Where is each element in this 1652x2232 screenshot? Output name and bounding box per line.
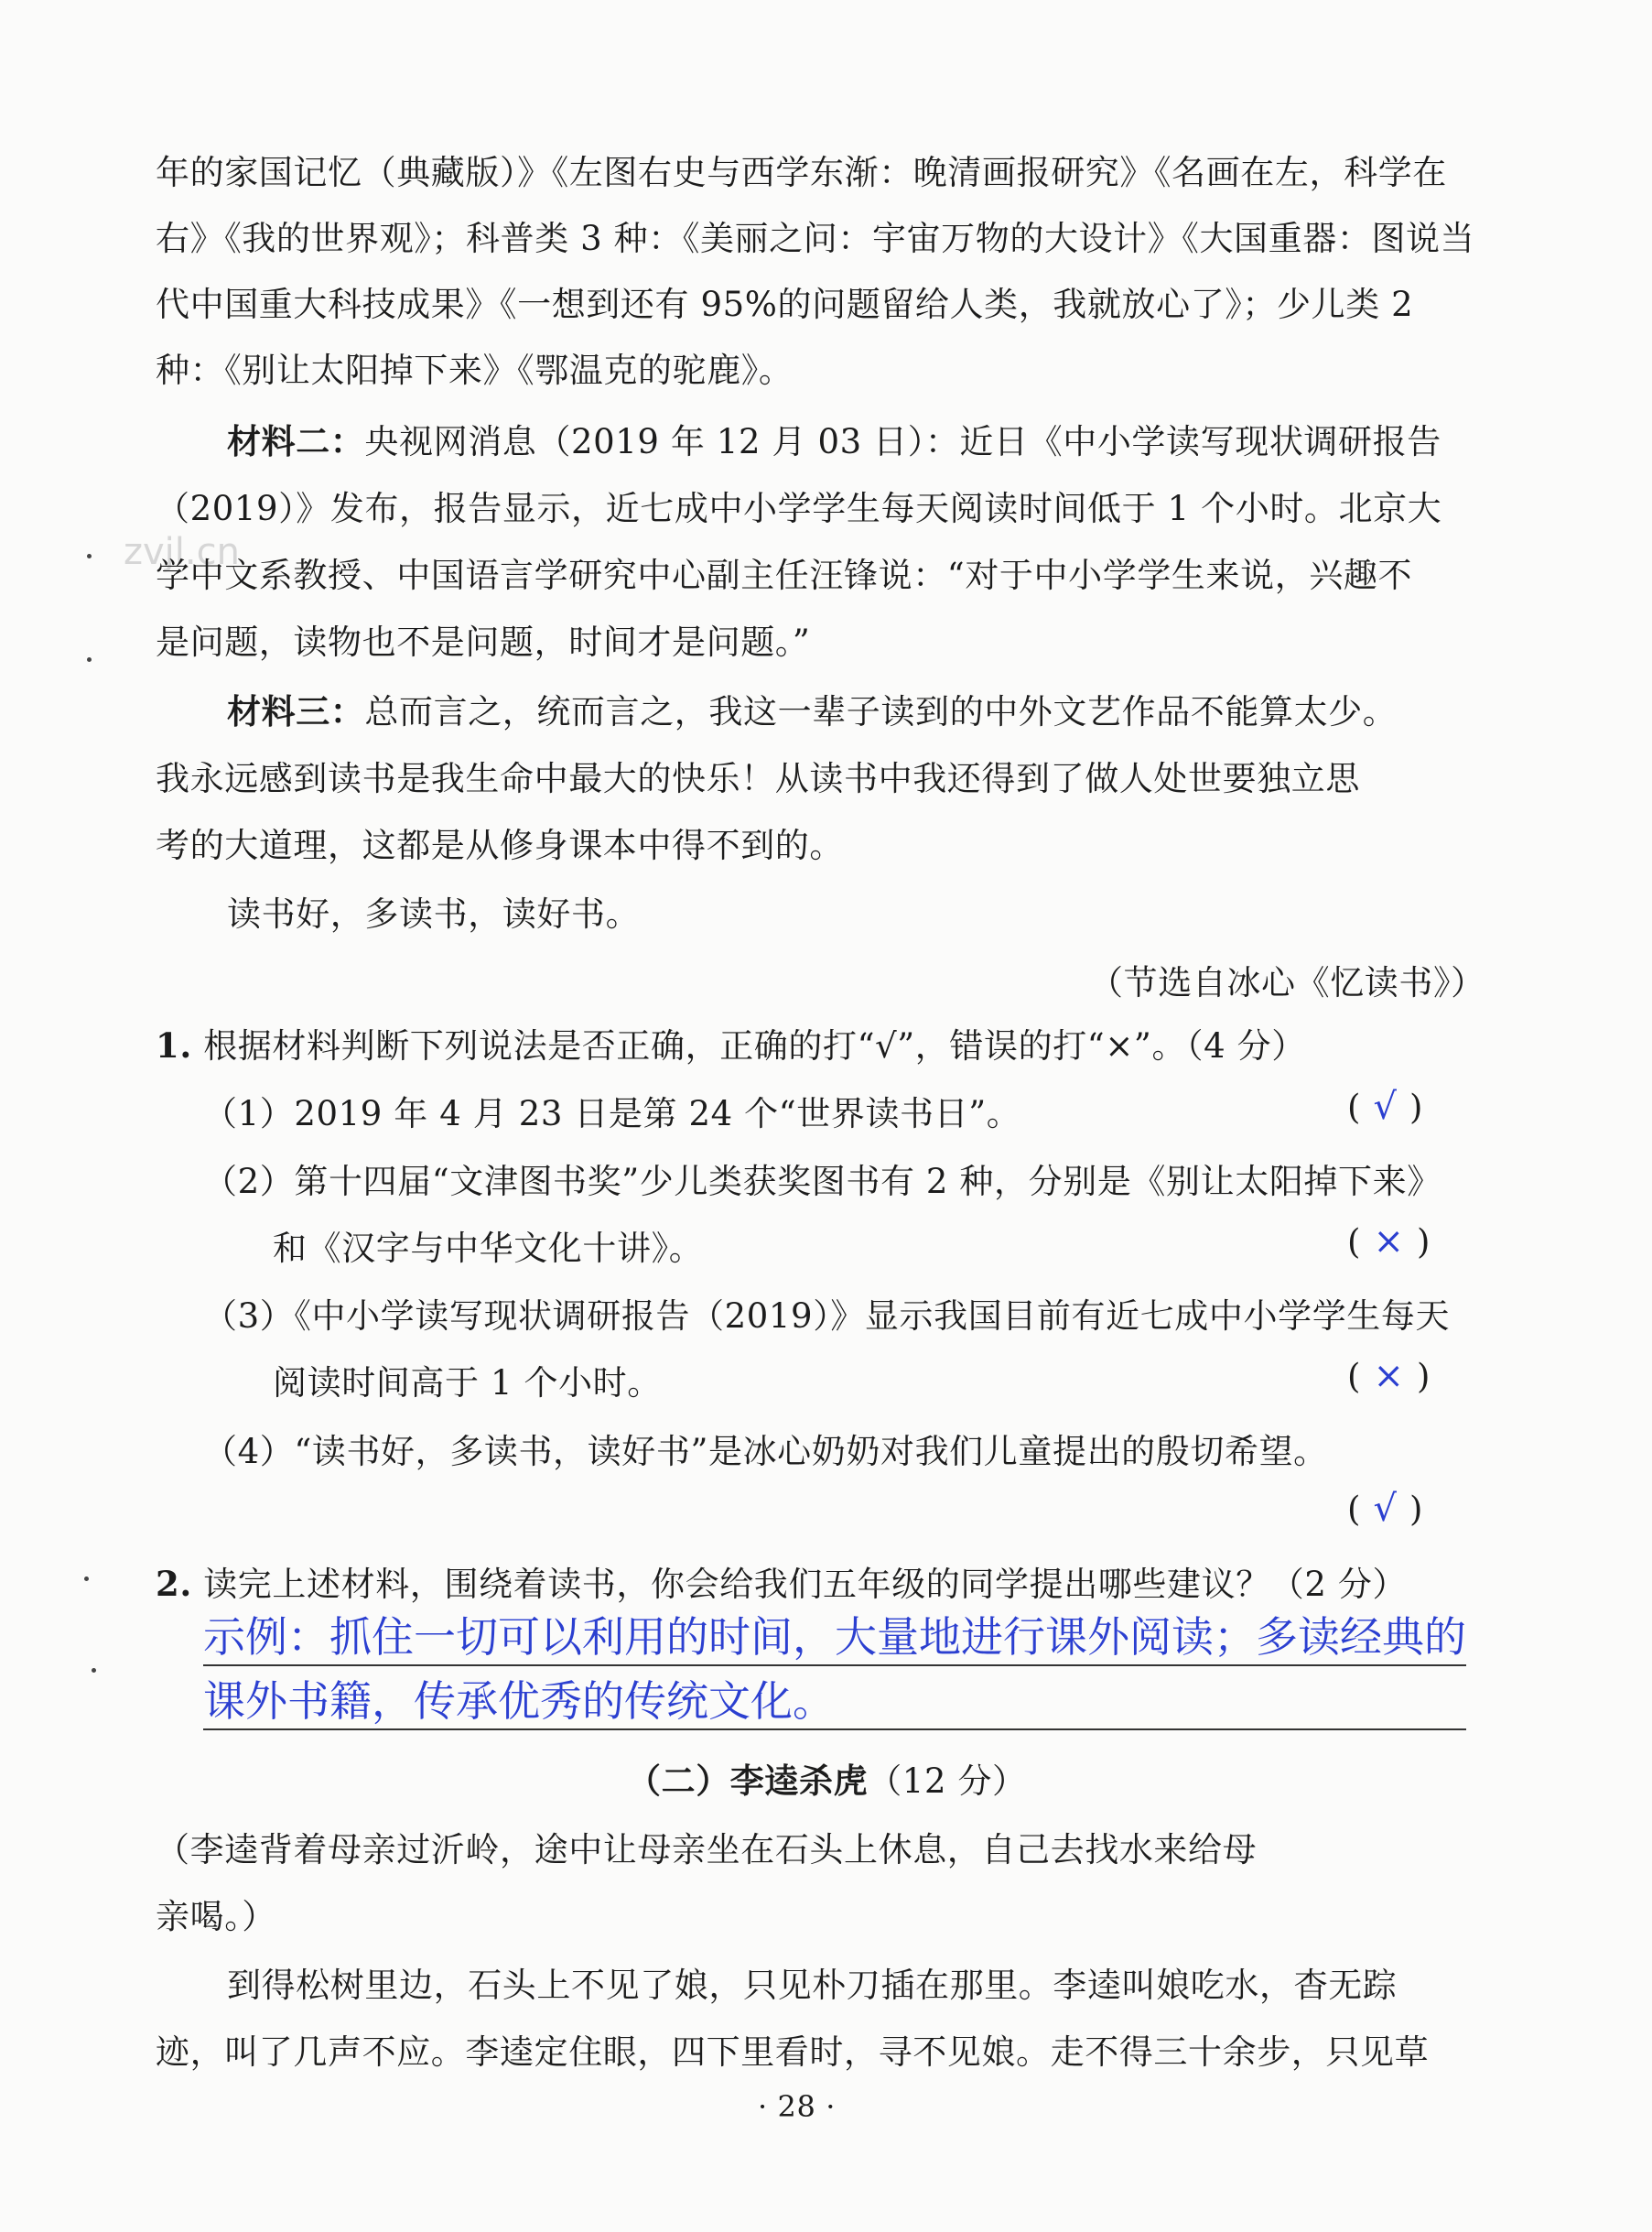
q1-item-4: （4）“读书好，多读书，读好书”是冰心奶奶对我们儿童提出的殷切希望。 — [203, 1432, 1328, 1471]
q1-item-3-answer-box: ( × ) — [1347, 1355, 1431, 1397]
watermark: zvjl.cn — [124, 531, 240, 573]
q2-number: 2. — [156, 1564, 192, 1604]
answer-rule — [203, 1728, 1466, 1730]
q1-item-1-answer-box: ( √ ) — [1347, 1086, 1423, 1128]
material1-line: 代中国重大科技成果》《一想到还有 95%的问题留给人类，我就放心了》；少儿类 2 — [156, 285, 1414, 324]
material2-line: （2019）》发布，报告显示，近七成中小学学生每天阅读时间低于 1 个小时。北京大 — [156, 489, 1442, 528]
q1-prompt-text: 根据材料判断下列说法是否正确，正确的打“√”，错误的打“×”。（4 分） — [203, 1026, 1306, 1066]
material2-line: 是问题，读物也不是问题，时间才是问题。” — [156, 623, 811, 662]
material1-line: 年的家国记忆（典藏版）》《左图右史与西学东渐：晚清画报研究》《名画在左，科学在 — [156, 153, 1447, 192]
material2-text: 央视网消息（2019 年 12 月 03 日）：近日《中小学读写现状调研报告 — [364, 422, 1441, 461]
q2-answer-line: 示例：抓住一切可以利用的时间，大量地进行课外阅读；多读经典的 — [203, 1612, 1466, 1662]
material3-line: 考的大道理，这都是从修身课本中得不到的。 — [156, 826, 844, 865]
material2-first-line — [227, 414, 1441, 463]
q1-item-2-cont: 和《汉字与中华文化十讲》。 — [273, 1229, 704, 1268]
check-mark: √ — [1373, 1086, 1397, 1128]
answer-rule — [203, 1664, 1466, 1666]
material3-label: 材料三： — [227, 691, 365, 731]
material3-source: （节选自冰心《忆读书》） — [1089, 963, 1485, 1002]
margin-dot — [87, 657, 92, 662]
cross-mark: × — [1373, 1355, 1404, 1397]
section2-intro: （李逵背着母亲过沂岭，途中让母亲坐在石头上休息，自己去找水来给母 — [156, 1830, 1258, 1869]
margin-dot — [84, 1576, 89, 1581]
cross-mark: × — [1373, 1220, 1404, 1262]
section2-body: 到得松树里边，石头上不见了娘，只见朴刀插在那里。李逵叫娘吃水，杳无踪 — [227, 1966, 1398, 2005]
q1-item-2: （2）第十四届“文津图书奖”少儿类获奖图书有 2 种，分别是《别让太阳掉下来》 — [203, 1162, 1441, 1201]
material3-text: 总而言之，统而言之，我这一辈子读到的中外文艺作品不能算太少。 — [364, 692, 1398, 731]
margin-dot — [92, 1668, 96, 1673]
q2-answer-line: 课外书籍，传承优秀的传统文化。 — [203, 1676, 835, 1726]
q1-item-3-cont: 阅读时间高于 1 个小时。 — [273, 1363, 662, 1403]
q1-item-2-answer-box: ( × ) — [1347, 1220, 1431, 1262]
section2-points: （12 分） — [868, 1761, 1027, 1801]
q1-item-4-answer-box: ( √ ) — [1347, 1488, 1423, 1530]
material1-line: 右》《我的世界观》；科普类 3 种：《美丽之问：宇宙万物的大设计》《大国重器：图说当 — [156, 219, 1475, 258]
section2-body: 迹，叫了几声不应。李逵定住眼，四下里看时，寻不见娘。走不得三十余步，只见草 — [156, 2032, 1430, 2072]
q1-item-1: （1）2019 年 4 月 23 日是第 24 个“世界读书日”。 — [203, 1094, 1021, 1133]
material3-line: 我永远感到读书是我生命中最大的快乐！从读书中我还得到了做人处世要独立思 — [156, 759, 1360, 798]
section2-heading — [627, 1753, 1027, 1803]
material3-motto: 读书好，多读书，读好书。 — [227, 894, 641, 934]
material1-line: 种：《别让太阳掉下来》《鄂温克的驼鹿》。 — [156, 351, 794, 390]
page-number: · 28 · — [758, 2089, 837, 2124]
material2-line: 学中文系教授、中国语言学研究中心副主任汪锋说：“对于中小学学生来说，兴趣不 — [156, 556, 1413, 595]
material2-label: 材料二： — [227, 421, 365, 461]
section2-title: （二）李逵杀虎 — [627, 1761, 869, 1801]
q2-prompt-text: 读完上述材料，围绕着读书，你会给我们五年级的同学提出哪些建议？（2 分） — [203, 1565, 1408, 1604]
section2-intro: 亲喝。） — [156, 1897, 276, 1936]
check-mark: √ — [1373, 1488, 1397, 1530]
q1-item-3: （3）《中小学读写现状调研报告（2019）》显示我国目前有近七成中小学学生每天 — [203, 1296, 1451, 1336]
margin-dot — [87, 554, 92, 558]
q1-number: 1. — [156, 1025, 192, 1066]
material3-first-line — [227, 684, 1397, 733]
q1-prompt — [156, 1018, 1306, 1067]
q2-prompt — [156, 1556, 1407, 1606]
